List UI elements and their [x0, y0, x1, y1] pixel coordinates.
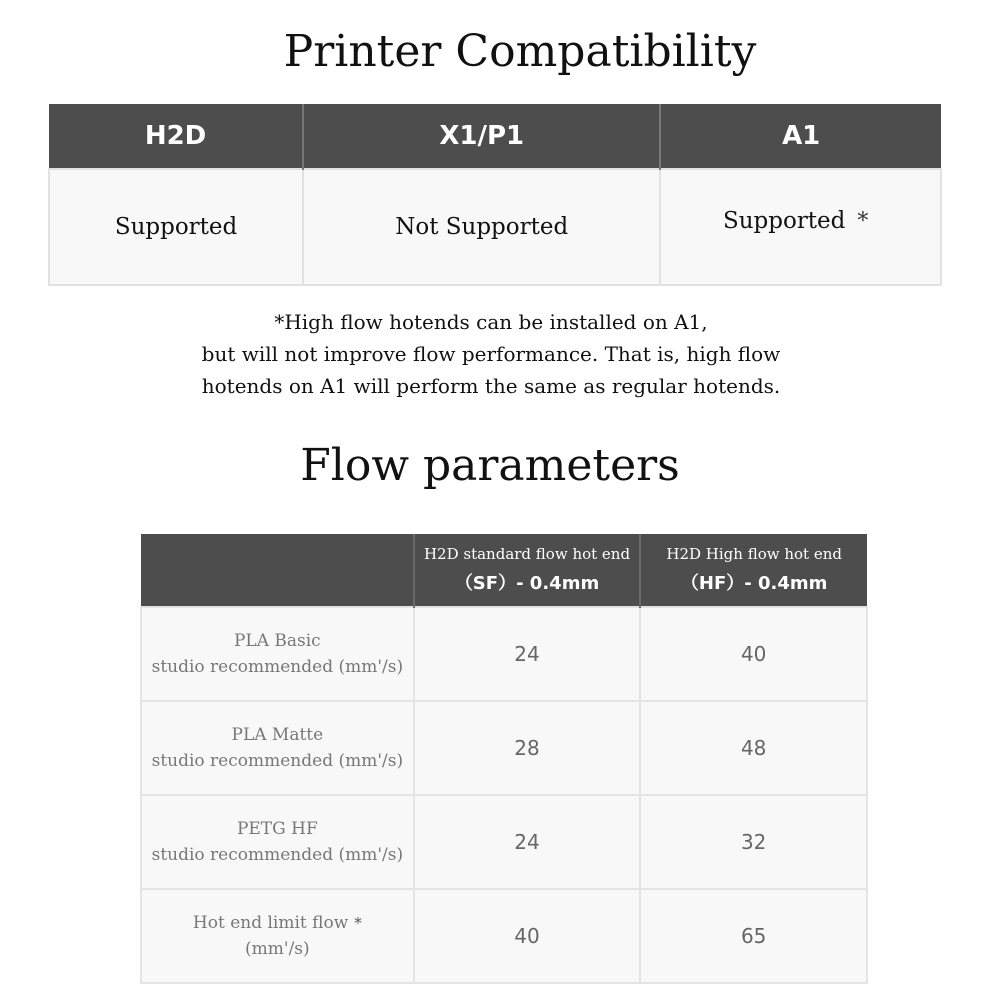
flow-row-label-line1: PLA Basic	[233, 631, 321, 651]
flow-header-sf-line1: H2D standard flow hot end	[423, 545, 631, 563]
flow-value-sf: 40	[414, 889, 641, 983]
value-a1-cell	[660, 169, 941, 285]
limit-asterisk: *	[354, 914, 362, 932]
compatibility-table	[48, 104, 942, 286]
compatibility-value-row	[49, 169, 941, 285]
flow-row-label-line2: studio recommended (mm'/s)	[151, 657, 404, 677]
footnote-line-2: but will not improve flow performance. That is, high flow	[201, 342, 781, 366]
value-a1: Supported	[722, 208, 846, 234]
header-a1: A1	[660, 104, 941, 169]
flow-header-hf-line2: （HF）- 0.4mm	[680, 573, 828, 594]
flow-row-label-line2: studio recommended (mm'/s)	[151, 751, 404, 771]
flow-row-hot-end-limit	[141, 889, 867, 983]
flow-row-label	[141, 607, 414, 701]
flow-row-label-line1: PLA Matte	[231, 725, 324, 745]
flow-header-sf-line2: （SF）- 0.4mm	[454, 573, 600, 594]
compatibility-header-row	[49, 104, 941, 169]
flow-header-blank	[141, 534, 414, 607]
flow-header-hf-line1: H2D High flow hot end	[666, 545, 842, 563]
header-x1-p1: X1/P1	[303, 104, 660, 169]
flow-header-hf	[640, 534, 867, 607]
flow-value-hf: 65	[640, 889, 867, 983]
value-a1-wrap	[723, 208, 868, 234]
flow-value-hf: 32	[640, 795, 867, 889]
flow-row-label	[141, 701, 414, 795]
flow-row-label-line2: studio recommended (mm'/s)	[151, 845, 404, 865]
flow-row-label-line1: Hot end limit flow	[192, 913, 349, 933]
flow-row-pla-basic	[141, 607, 867, 701]
flow-value-sf: 28	[414, 701, 641, 795]
compatibility-title: Printer Compatibility	[283, 26, 757, 77]
flow-value-hf: 40	[640, 607, 867, 701]
flow-row-pla-matte	[141, 701, 867, 795]
flow-row-label-line2: (mm'/s)	[245, 939, 310, 959]
flow-title: Flow parameters	[300, 440, 680, 491]
flow-row-label-line1-wrap	[142, 910, 413, 936]
value-h2d: Supported	[49, 169, 303, 285]
flow-value-sf: 24	[414, 795, 641, 889]
flow-row-label	[141, 795, 414, 889]
header-h2d: H2D	[49, 104, 303, 169]
flow-value-sf: 24	[414, 607, 641, 701]
flow-header-row	[141, 534, 867, 607]
a1-asterisk: *	[857, 209, 869, 234]
flow-table	[140, 534, 868, 984]
flow-value-hf: 48	[640, 701, 867, 795]
flow-row-label-line1: PETG HF	[236, 819, 318, 839]
flow-header-sf	[414, 534, 641, 607]
a1-footnote	[0, 306, 1000, 402]
value-x1-p1: Not Supported	[303, 169, 660, 285]
flow-row-petg-hf	[141, 795, 867, 889]
footnote-line-3: hotends on A1 will perform the same as regular hotends.	[201, 374, 781, 398]
flow-row-label	[141, 889, 414, 983]
footnote-line-1: *High flow hotends can be installed on A1,	[274, 310, 708, 334]
